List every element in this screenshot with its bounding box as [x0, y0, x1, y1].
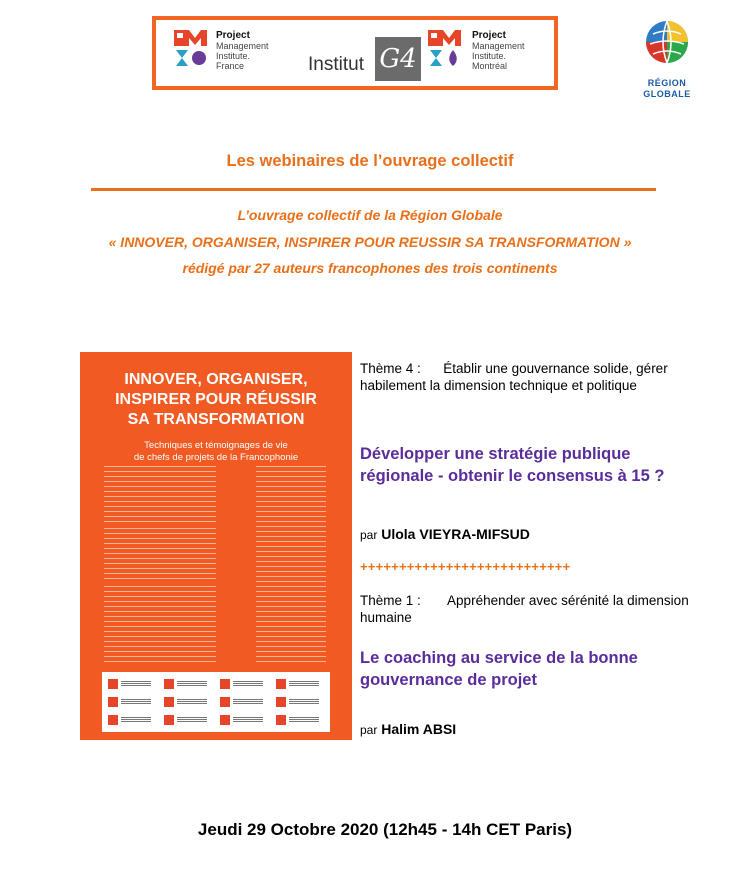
chapter-logo	[164, 696, 214, 708]
region-globale-globe-icon	[645, 20, 689, 64]
cover-authors-list	[256, 466, 326, 666]
subtitle-line-2: « INNOVER, ORGANISER, INSPIRER POUR REUSSIR SA TRANSFORMATION »	[108, 234, 632, 250]
book-cover	[80, 352, 352, 740]
talk-1-title: Développer une stratégie publique régionale - obtenir le consensus à 15 ?	[360, 445, 665, 485]
chapter-logo	[164, 714, 214, 726]
chapter-logo	[108, 696, 158, 708]
subtitle-line-3: rédigé par 27 auteurs francophones des trois continents	[182, 260, 558, 276]
cover-text-block	[104, 586, 216, 666]
talk-1-speaker: par Ulola VIEYRA-MIFSUD	[360, 526, 530, 542]
cover-text-block	[104, 466, 216, 522]
pmi-france-logo-icon	[172, 28, 214, 70]
talk-1-theme: Thème 4 : Établir une gouvernance solide, gérer habilement la dimension technique et politique	[360, 361, 668, 393]
talk-2-title: Le coaching au service de la bonne gouvernance de projet	[360, 649, 638, 689]
book-cover-title: INNOVER, ORGANISER, INSPIRER POUR RÉUSSIR SA TRANSFORMATION	[115, 371, 317, 428]
book-cover-subtitle: Techniques et témoignages de vie de chefs de projets de la Francophonie	[133, 440, 299, 463]
talk-separator: +++++++++++++++++++++++++++	[360, 559, 571, 574]
pmi-montreal-logo-icon	[426, 28, 468, 70]
pmi-montreal-text: Project Management Institute. Montréal	[472, 30, 525, 71]
cover-text-block	[104, 528, 216, 580]
talk-2-theme: Thème 1 : Appréhender avec sérénité la dimension humaine	[360, 593, 689, 625]
chapter-logo	[108, 714, 158, 726]
institut-g4-logo: G4	[375, 37, 421, 81]
partners-logo-banner	[152, 16, 558, 90]
page-title: Les webinaires de l’ouvrage collectif	[226, 152, 514, 170]
chapter-logo	[108, 678, 158, 690]
region-globale-text: RÉGION GLOBALE	[643, 78, 691, 99]
chapter-logo	[164, 678, 214, 690]
talk-2-speaker: par Halim ABSI	[360, 721, 457, 737]
chapter-logo	[220, 678, 270, 690]
chapter-logo	[220, 714, 270, 726]
subtitle-line-1: L’ouvrage collectif de la Région Globale	[237, 207, 503, 223]
cover-chapter-logos	[102, 672, 330, 732]
title-divider	[91, 188, 656, 191]
pmi-france-text: Project Management Institute. France	[216, 30, 269, 71]
chapter-logo	[276, 714, 326, 726]
chapter-logo	[276, 678, 326, 690]
chapter-logo	[276, 696, 326, 708]
chapter-logo	[220, 696, 270, 708]
event-date: Jeudi 29 Octobre 2020 (12h45 - 14h CET Paris)	[197, 820, 573, 839]
institut-text: Institut	[308, 54, 364, 75]
